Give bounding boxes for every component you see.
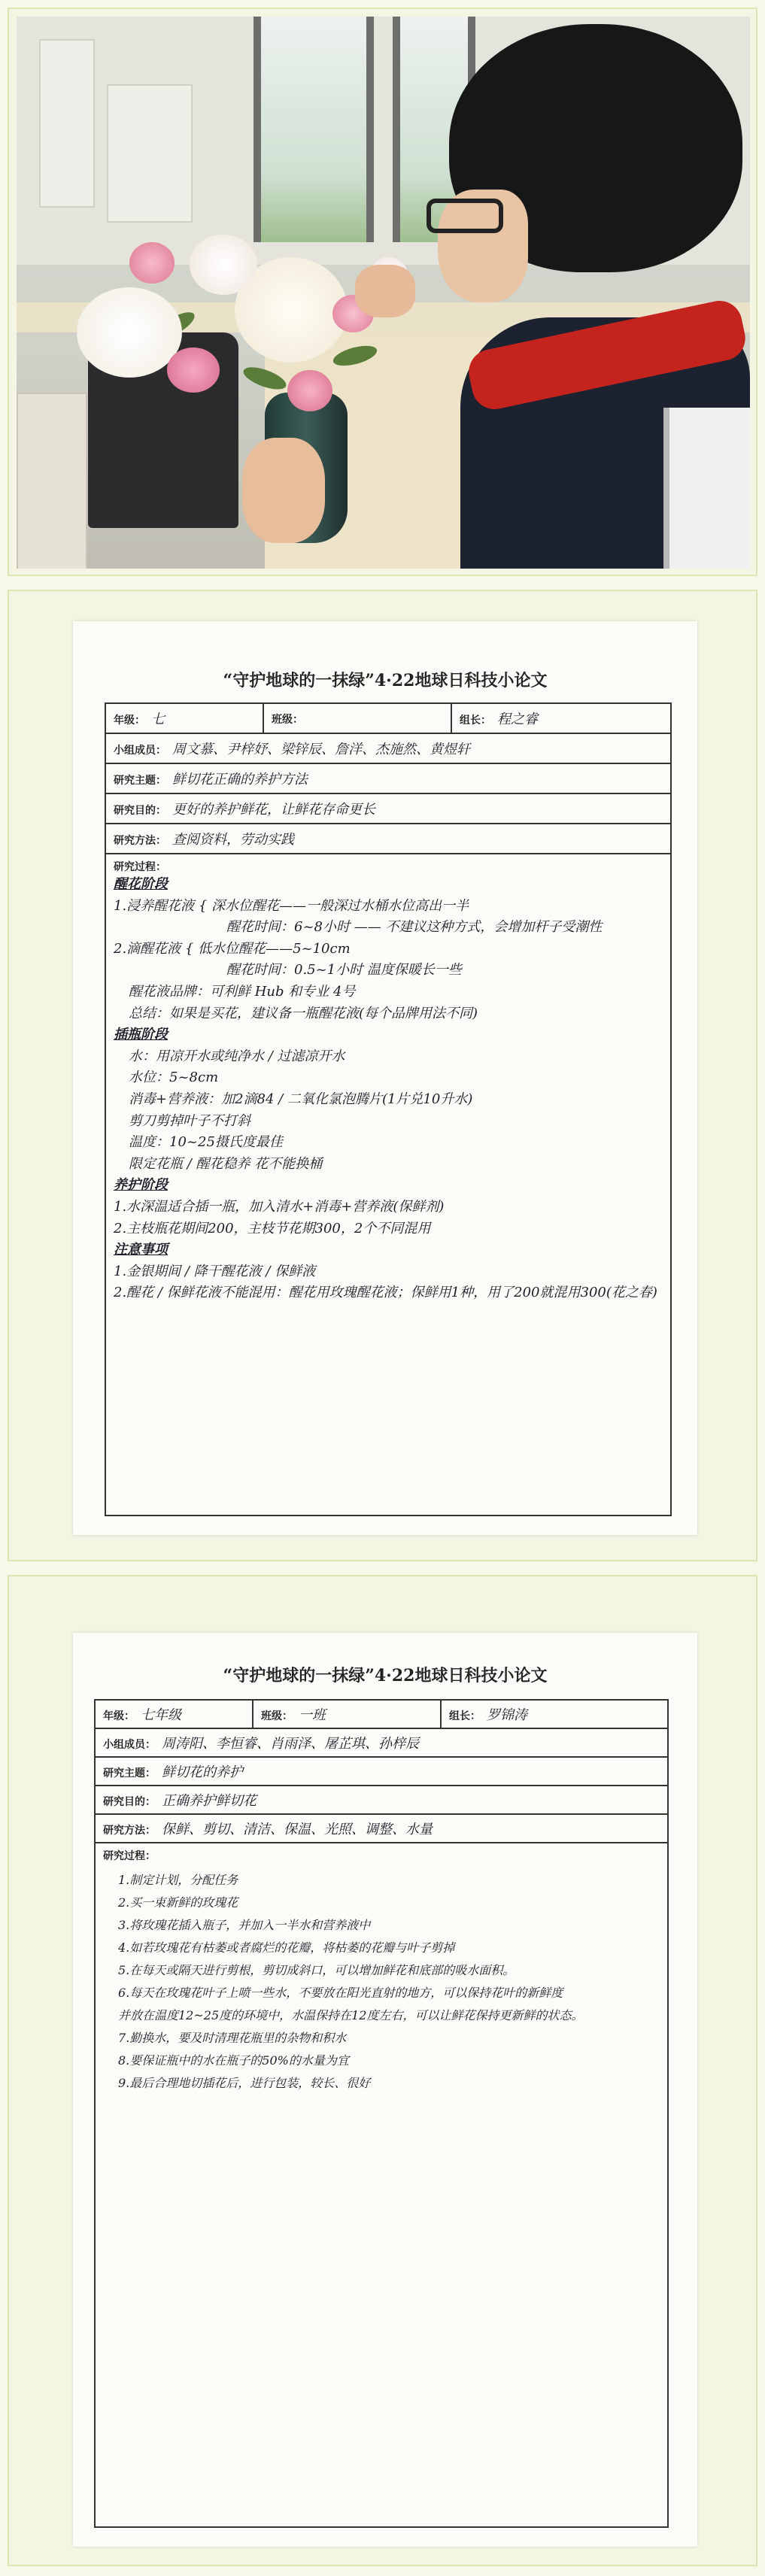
class-cell — [263, 703, 451, 733]
leader-value: 程之睿 — [497, 712, 538, 727]
drawer-unit — [17, 393, 87, 569]
white-peony — [77, 287, 182, 378]
hand-touching-flower — [355, 265, 415, 317]
purpose-value: 更好的养护鲜花，让鲜花存命更长 — [172, 802, 375, 818]
method-cell — [95, 1814, 668, 1843]
method-cell — [105, 824, 671, 854]
process-line: 注意事项 — [114, 1242, 168, 1258]
process-line: 6.每天在玫瑰花叶子上喷一些水，不要放在阳光直射的地方，可以保持花叶的新鲜度 — [118, 1986, 563, 2000]
process-line: 2.滴醒花液 { 低水位醒花——5~10cm — [114, 940, 351, 957]
student-arranging-flowers-photo — [17, 17, 750, 569]
leader-label: 组长： — [460, 715, 491, 727]
process-lines — [103, 1863, 660, 2095]
process-line: 养护阶段 — [114, 1177, 168, 1194]
process-line: 并放在温度12~25度的环境中，水温保持在12度左右，可以让鲜花保持更新鲜的状态。 — [118, 2008, 584, 2022]
members-label: 小组成员： — [114, 745, 166, 757]
process-line: 8.要保证瓶中的水在瓶子的50%的水量为宜 — [118, 2053, 349, 2068]
process-line: 醒花时间：0.5~1小时 温度保暖长一些 — [226, 962, 462, 979]
process-label: 研究过程： — [103, 1850, 156, 1862]
window — [253, 17, 374, 242]
photo-frame — [8, 8, 757, 576]
method-value: 查阅资料，劳动实践 — [172, 832, 294, 848]
members-cell — [105, 733, 671, 763]
purpose-cell — [95, 1786, 668, 1814]
process-line: 总结：如果是买花，建议备一瓶醒花液(每个品牌用法不同) — [129, 1005, 478, 1021]
class-value: 一班 — [299, 1707, 326, 1723]
process-line: 限定花瓶 / 醒花稳养 花不能换桶 — [129, 1155, 323, 1172]
topic-cell — [105, 763, 671, 793]
grade-cell — [105, 703, 263, 733]
grade-cell — [95, 1700, 253, 1728]
process-line: 温度：10~25摄氏度最佳 — [129, 1134, 283, 1151]
process-line: 4.如若玫瑰花有枯萎或者腐烂的花瓣，将枯萎的花瓣与叶子剪掉 — [118, 1940, 455, 1955]
process-line: 消毒+营养液：加2滴84 / 二氧化氯泡腾片(1片兑10升水) — [129, 1091, 473, 1107]
class-label: 班级： — [272, 713, 303, 726]
process-line: 9.最后合理地切插花后，进行包装，较长、很好 — [118, 2076, 371, 2090]
form-title: “守护地球的一抹绿”4·22地球日科技小论文 — [223, 671, 548, 690]
grade-label: 年级： — [114, 715, 145, 727]
members-value: 周涛阳、李恒睿、肖雨泽、屠芷琪、孙梓辰 — [162, 1736, 419, 1752]
members-label: 小组成员： — [103, 1739, 156, 1751]
purpose-label: 研究目的： — [103, 1796, 156, 1808]
hand-holding-vase — [242, 438, 325, 543]
purpose-cell — [105, 793, 671, 824]
process-line: 醒花时间：6~8小时 —— 不建议这种方式，会增加杆子受潮性 — [226, 919, 603, 936]
topic-label: 研究主题： — [103, 1767, 156, 1780]
class-cell — [253, 1700, 441, 1728]
process-line: 1.浸养醒花液 { 深水位醒花——一般深过水桶水位高出一半 — [114, 897, 469, 914]
grade-value: 七 — [151, 712, 165, 727]
members-cell — [95, 1728, 668, 1757]
topic-value: 鲜切花正确的养护方法 — [172, 772, 308, 787]
glasses — [427, 199, 503, 233]
process-line: 水：用凉开水或纯净水 / 过滤凉开水 — [129, 1048, 345, 1064]
process-line: 剪刀剪掉叶子不打斜 — [129, 1112, 250, 1129]
process-line: 醒花阶段 — [114, 876, 168, 892]
process-line: 1.金银期间 / 降干醒花液 / 保鲜液 — [114, 1263, 316, 1279]
wall-cabinet — [39, 39, 95, 208]
topic-label: 研究主题： — [114, 775, 166, 787]
process-line: 1.制定计划，分配任务 — [118, 1873, 238, 1887]
process-line: 3.将玫瑰花插入瓶子，并加入一半水和营养液中 — [118, 1918, 371, 1932]
pink-carnation — [287, 370, 332, 411]
uniform-stripe — [663, 408, 750, 569]
leader-cell — [441, 1700, 668, 1728]
method-label: 研究方法： — [103, 1825, 156, 1837]
process-lines — [114, 874, 663, 1304]
form-title: “守护地球的一抹绿”4·22地球日科技小论文 — [223, 1666, 548, 1685]
process-line: 1.水深温适合插一瓶，加入清水+消毒+营养液(保鲜剂) — [114, 1198, 445, 1215]
process-line: 2.主枝瓶花期间200，主枝节花期300，2个不同混用 — [114, 1220, 431, 1236]
grade-value: 七年级 — [141, 1707, 181, 1723]
leader-cell — [451, 703, 671, 733]
essay-form-2 — [73, 1633, 697, 2547]
process-line: 2.醒花 / 保鲜花液不能混用：醒花用玫瑰醒花液；保鲜用1种，用了200就混用300(花之春) — [114, 1285, 657, 1301]
process-line: 水位：5~8cm — [129, 1070, 219, 1086]
process-cell — [105, 854, 671, 1516]
purpose-label: 研究目的： — [114, 805, 166, 817]
process-label: 研究过程： — [114, 861, 166, 873]
process-cell — [95, 1843, 668, 2527]
white-cabinet — [107, 84, 193, 223]
process-line: 醒花液品牌：可利鲜 Hub 和专业 4号 — [129, 983, 356, 1000]
leader-value: 罗锦涛 — [487, 1707, 527, 1723]
process-line: 5.在每天或隔天进行剪根，剪切成斜口，可以增加鲜花和底部的吸水面积。 — [118, 1963, 515, 1977]
process-line: 插瓶阶段 — [114, 1027, 168, 1043]
pink-carnation — [129, 242, 175, 284]
process-line: 2.买一束新鲜的玫瑰花 — [118, 1895, 238, 1910]
class-value — [303, 711, 309, 727]
method-label: 研究方法： — [114, 835, 166, 847]
members-value: 周文慕、尹梓妤、梁锌辰、詹洋、杰施然、黄煜轩 — [172, 742, 470, 757]
purpose-value: 正确养护鲜切花 — [162, 1793, 257, 1809]
form-table — [94, 1699, 669, 2528]
class-label: 班级： — [261, 1710, 293, 1722]
pink-carnation — [167, 347, 220, 393]
grade-label: 年级： — [103, 1710, 135, 1722]
essay-form-1 — [73, 621, 697, 1535]
form-table — [105, 702, 672, 1516]
document-frame-2 — [8, 1575, 757, 2566]
leader-label: 组长： — [449, 1710, 481, 1722]
topic-cell — [95, 1757, 668, 1786]
process-line: 7.勤换水，要及时清理花瓶里的杂物和积水 — [118, 2031, 347, 2045]
topic-value: 鲜切花的养护 — [162, 1764, 243, 1780]
method-value: 保鲜、剪切、清洁、保温、光照、调整、水量 — [162, 1822, 433, 1837]
white-carnation — [190, 235, 257, 295]
document-frame-1 — [8, 590, 757, 1561]
